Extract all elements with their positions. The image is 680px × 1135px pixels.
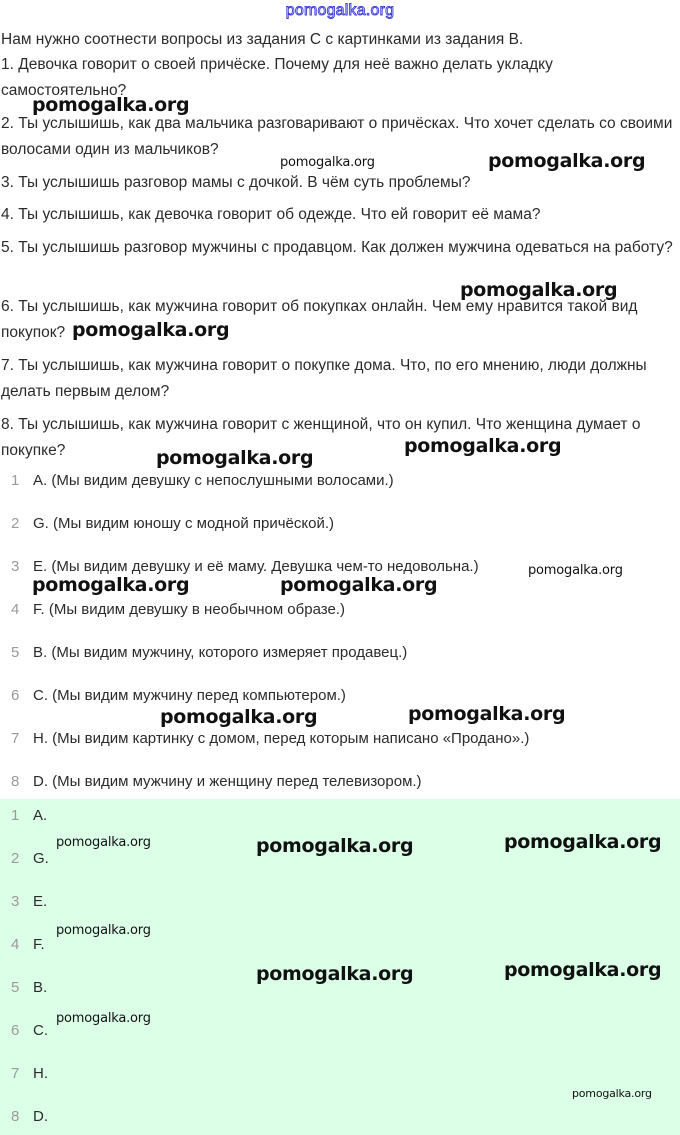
answer-text: A. <box>33 807 48 824</box>
answer-row <box>0 891 680 913</box>
match-text: B. (Мы видим мужчину, которого измеряет продавец.) <box>33 644 408 661</box>
answer-text: D. <box>33 1108 48 1125</box>
match-row <box>0 685 680 707</box>
answer-text: G. <box>33 850 49 867</box>
match-text: D. (Мы видим мужчину и женщину перед телевизором.) <box>33 773 422 790</box>
match-text: H. (Мы видим картинку с домом, перед которым написано «Продано».) <box>33 730 530 747</box>
watermark: pomogalka.org <box>528 563 623 578</box>
question-6: 6. Ты услышишь, как мужчина говорит об покупках онлайн. Чем ему нравится такой вид покупок? <box>1 298 638 341</box>
watermark: pomogalka.org <box>56 923 151 938</box>
answer-text: H. <box>33 1065 48 1082</box>
row-number: 1 <box>11 472 20 489</box>
question-4: 4. Ты услышишь, как девочка говорит об одежде. Что ей говорит её мама? <box>1 206 541 223</box>
watermark: pomogalka.org <box>280 155 375 170</box>
question-5: 5. Ты услышишь разговор мужчины с продавцом. Как должен мужчина одеваться на работу? <box>1 239 673 256</box>
row-number: 4 <box>11 601 20 618</box>
answer-row <box>0 1063 680 1085</box>
match-row <box>0 642 680 664</box>
answer-text: F. <box>33 936 45 953</box>
row-number: 8 <box>11 773 20 790</box>
match-row <box>0 513 680 535</box>
row-number: 3 <box>11 558 20 575</box>
row-number: 5 <box>11 644 20 661</box>
watermark: pomogalka.org <box>256 963 414 985</box>
row-number: 5 <box>11 979 20 996</box>
answer-text: E. <box>33 893 48 910</box>
watermark: pomogalka.org <box>280 574 438 596</box>
intro-text: Нам нужно соотнести вопросы из задания С с картинками из задания В. <box>1 31 524 48</box>
match-text: G. (Мы видим юношу с модной причёской.) <box>33 515 335 532</box>
watermark: pomogalka.org <box>160 706 318 728</box>
match-text: A. (Мы видим девушку с непослушными волосами.) <box>33 472 394 489</box>
answer-text: C. <box>33 1022 48 1039</box>
match-text: F. (Мы видим девушку в необычном образе.) <box>33 601 345 618</box>
watermark: pomogalka.org <box>56 835 151 850</box>
site-title: pomogalka.org <box>285 2 395 19</box>
match-row <box>0 728 680 750</box>
question-8: 8. Ты услышишь, как мужчина говорит с женщиной, что он купил. Что женщина думает о покупке? <box>1 416 641 459</box>
row-number: 2 <box>11 515 20 532</box>
match-row <box>0 771 680 793</box>
match-row <box>0 470 680 492</box>
watermark: pomogalka.org <box>32 94 190 116</box>
row-number: 3 <box>11 893 20 910</box>
match-text: C. (Мы видим мужчину перед компьютером.) <box>33 687 346 704</box>
question-3: 3. Ты услышишь разговор мамы с дочкой. В чём суть проблемы? <box>1 174 471 191</box>
watermark: pomogalka.org <box>504 831 662 853</box>
answer-text: B. <box>33 979 48 996</box>
row-number: 6 <box>11 687 20 704</box>
watermark: pomogalka.org <box>572 1087 652 1100</box>
question-2: 2. Ты услышишь, как два мальчика разговаривают о причёсках. Что хочет сделать со своими волосами один из мальчиков? <box>1 115 673 158</box>
row-number: 7 <box>11 730 20 747</box>
watermark: pomogalka.org <box>408 703 566 725</box>
answer-row <box>0 805 680 827</box>
row-number: 4 <box>11 936 20 953</box>
answer-row <box>0 1106 680 1128</box>
watermark: pomogalka.org <box>156 447 314 469</box>
row-number: 2 <box>11 850 20 867</box>
watermark: pomogalka.org <box>404 435 562 457</box>
watermark: pomogalka.org <box>72 319 230 341</box>
watermark: pomogalka.org <box>488 150 646 172</box>
watermark: pomogalka.org <box>56 1011 151 1026</box>
match-row <box>0 599 680 621</box>
watermark: pomogalka.org <box>32 574 190 596</box>
row-number: 7 <box>11 1065 20 1082</box>
watermark: pomogalka.org <box>504 959 662 981</box>
match-text: E. (Мы видим девушку и её маму. Девушка чем-то недовольна.) <box>33 558 479 575</box>
question-7: 7. Ты услышишь, как мужчина говорит о покупке дома. Что, по его мнению, люди должны делать первым делом? <box>1 357 647 400</box>
watermark: pomogalka.org <box>256 835 414 857</box>
question-1: 1. Девочка говорит о своей причёске. Почему для неё важно делать укладку самостоятельно? <box>1 56 553 99</box>
row-number: 8 <box>11 1108 20 1125</box>
row-number: 6 <box>11 1022 20 1039</box>
row-number: 1 <box>11 807 20 824</box>
watermark: pomogalka.org <box>460 279 618 301</box>
